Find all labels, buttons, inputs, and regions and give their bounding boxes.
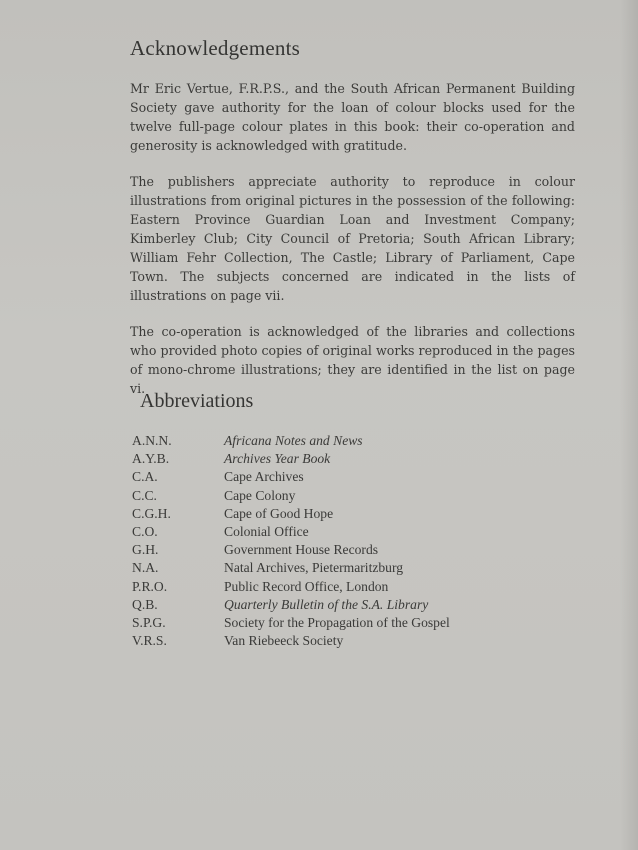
abbreviation-row: [132, 523, 532, 541]
abbreviation-meaning: Van Riebeeck Society: [224, 633, 344, 649]
acknowledgement-paragraph: Mr Eric Vertue, F.R.P.S., and the South African Permanent Building Society gave authority for the loan of colour blocks used for the twelve full-page colour plates in this book: their co-operation and generosity is acknowledged with gratitude.: [130, 81, 575, 153]
abbreviation-row: [132, 632, 532, 650]
abbreviation-row: [132, 578, 532, 596]
abbreviation-code: G.H.: [132, 542, 159, 558]
abbreviations-list: [132, 432, 532, 650]
abbreviation-meaning: Natal Archives, Pietermaritzburg: [224, 560, 404, 576]
acknowledgements-title: Acknowledgements: [130, 36, 300, 60]
acknowledgement-paragraph: The publishers appreciate authority to reproduce in colour illustrations from original pictures in the possession of the following: Eastern Province Guardian Loan and Investment Company; Kimberley Club; City Council of Pretoria; South African Library; William Fehr Collection, The Castle; Library of Parliament, Cape Town. The subjects concerned are indicated in the lists of illustrations on page vii.: [130, 174, 575, 303]
abbreviation-row: [132, 487, 532, 505]
abbreviation-code: C.G.H.: [132, 505, 171, 521]
abbreviation-code: N.A.: [132, 560, 159, 576]
abbreviation-code: A.Y.B.: [132, 451, 170, 467]
abbreviation-row: [132, 596, 532, 614]
abbreviations-title: Abbreviations: [140, 390, 254, 412]
abbreviation-code: V.R.S.: [132, 633, 167, 649]
abbreviation-meaning: Cape of Good Hope: [224, 505, 334, 521]
abbreviation-meaning: Colonial Office: [224, 523, 309, 539]
abbreviation-row: [132, 468, 532, 486]
abbreviation-meaning: Cape Colony: [224, 487, 296, 503]
abbreviation-meaning: Africana Notes and News: [224, 433, 363, 448]
abbreviation-code: C.C.: [132, 487, 157, 503]
abbreviation-code: C.O.: [132, 523, 158, 539]
abbreviation-row: [132, 614, 532, 632]
abbreviation-meaning: Society for the Propagation of the Gospel: [224, 614, 450, 630]
abbreviation-row: [132, 432, 532, 450]
abbreviation-meaning: Quarterly Bulletin of the S.A. Library: [224, 596, 429, 612]
abbreviation-meaning: Public Record Office, London: [224, 578, 389, 594]
acknowledgement-paragraph: The co-operation is acknowledged of the libraries and collections who provided photo copies of original works reproduced in the pages of mono-chrome illustrations; they are identified in the list on page vi.: [130, 324, 575, 396]
abbreviation-row: [132, 541, 532, 559]
page-shadow: [620, 0, 638, 850]
abbreviation-row: [132, 559, 532, 577]
acknowledgements-section: [130, 36, 575, 415]
abbreviation-row: [132, 505, 532, 523]
abbreviation-code: S.P.G.: [132, 614, 166, 630]
acknowledgements-body: [130, 79, 575, 398]
abbreviation-meaning: Government House Records: [224, 542, 379, 558]
abbreviation-meaning: Archives Year Book: [224, 451, 331, 467]
abbreviation-code: Q.B.: [132, 596, 158, 612]
abbreviation-row: [132, 450, 532, 468]
abbreviation-code: P.R.O.: [132, 578, 168, 594]
abbreviation-code: A.N.N.: [132, 433, 172, 448]
abbreviation-meaning: Cape Archives: [224, 469, 304, 485]
abbreviation-code: C.A.: [132, 469, 158, 485]
